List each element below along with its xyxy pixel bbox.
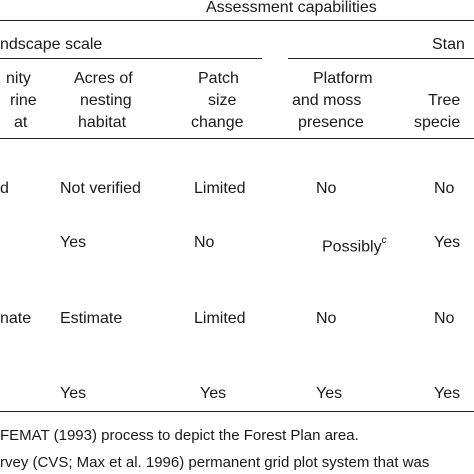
table-cell: No — [316, 310, 337, 327]
column-header-line: nesting — [80, 92, 132, 109]
cell-text: Possibly — [322, 238, 382, 256]
table-cell: Yes — [434, 385, 461, 402]
table-cell: Yes — [200, 385, 227, 402]
footnote-line: FEMAT (1993) process to depict the Forest Plan area. — [0, 427, 359, 444]
landscape-scale-header: ndscape scale — [0, 36, 103, 53]
table-cell: d — [0, 180, 9, 197]
column-header-line: Platform — [313, 70, 373, 87]
table-cell: Yes — [60, 385, 87, 402]
table-cell: Yes — [60, 234, 87, 251]
table-cell: No — [316, 180, 337, 197]
table-cell: No — [434, 180, 455, 197]
assessment-capabilities-header: Assessment capabilities — [206, 0, 377, 16]
table-cell: Yes — [434, 234, 461, 251]
column-header-line: rine — [10, 92, 37, 109]
stand-scale-header: Stan — [432, 36, 465, 53]
column-header-line: at — [14, 114, 28, 131]
table-cell: No — [434, 310, 455, 327]
table-cell: Limited — [194, 180, 246, 197]
column-header-line: size — [208, 92, 237, 109]
table-cell: nate — [0, 310, 32, 327]
column-header-line: habitat — [78, 114, 127, 131]
table-cell: Limited — [194, 310, 246, 327]
table-cell: Not verified — [60, 180, 141, 197]
column-header-line: presence — [298, 114, 364, 131]
table-cell — [322, 232, 387, 257]
stand-scale-rule — [288, 58, 474, 59]
table-cell: Yes — [316, 385, 343, 402]
column-header-line: Patch — [198, 70, 239, 87]
column-header-line: nity — [6, 70, 31, 87]
column-header-line: Tree — [428, 92, 461, 109]
table-rule-bottom — [0, 411, 474, 412]
footnote-marker: c — [381, 235, 387, 246]
footnote-line: rvey (CVS; Max et al. 1996) permanent grid plot system that was — [0, 454, 430, 471]
column-header-line: and moss — [292, 92, 362, 109]
landscape-scale-rule — [0, 58, 262, 59]
header-rule-top — [0, 20, 474, 21]
column-header-line: Acres of — [74, 70, 133, 87]
header-rule-bottom — [0, 138, 474, 139]
column-header-line: change — [191, 114, 244, 131]
table-cell: Estimate — [60, 310, 123, 327]
column-header-line: specie — [414, 114, 461, 131]
table-cell: No — [194, 234, 215, 251]
